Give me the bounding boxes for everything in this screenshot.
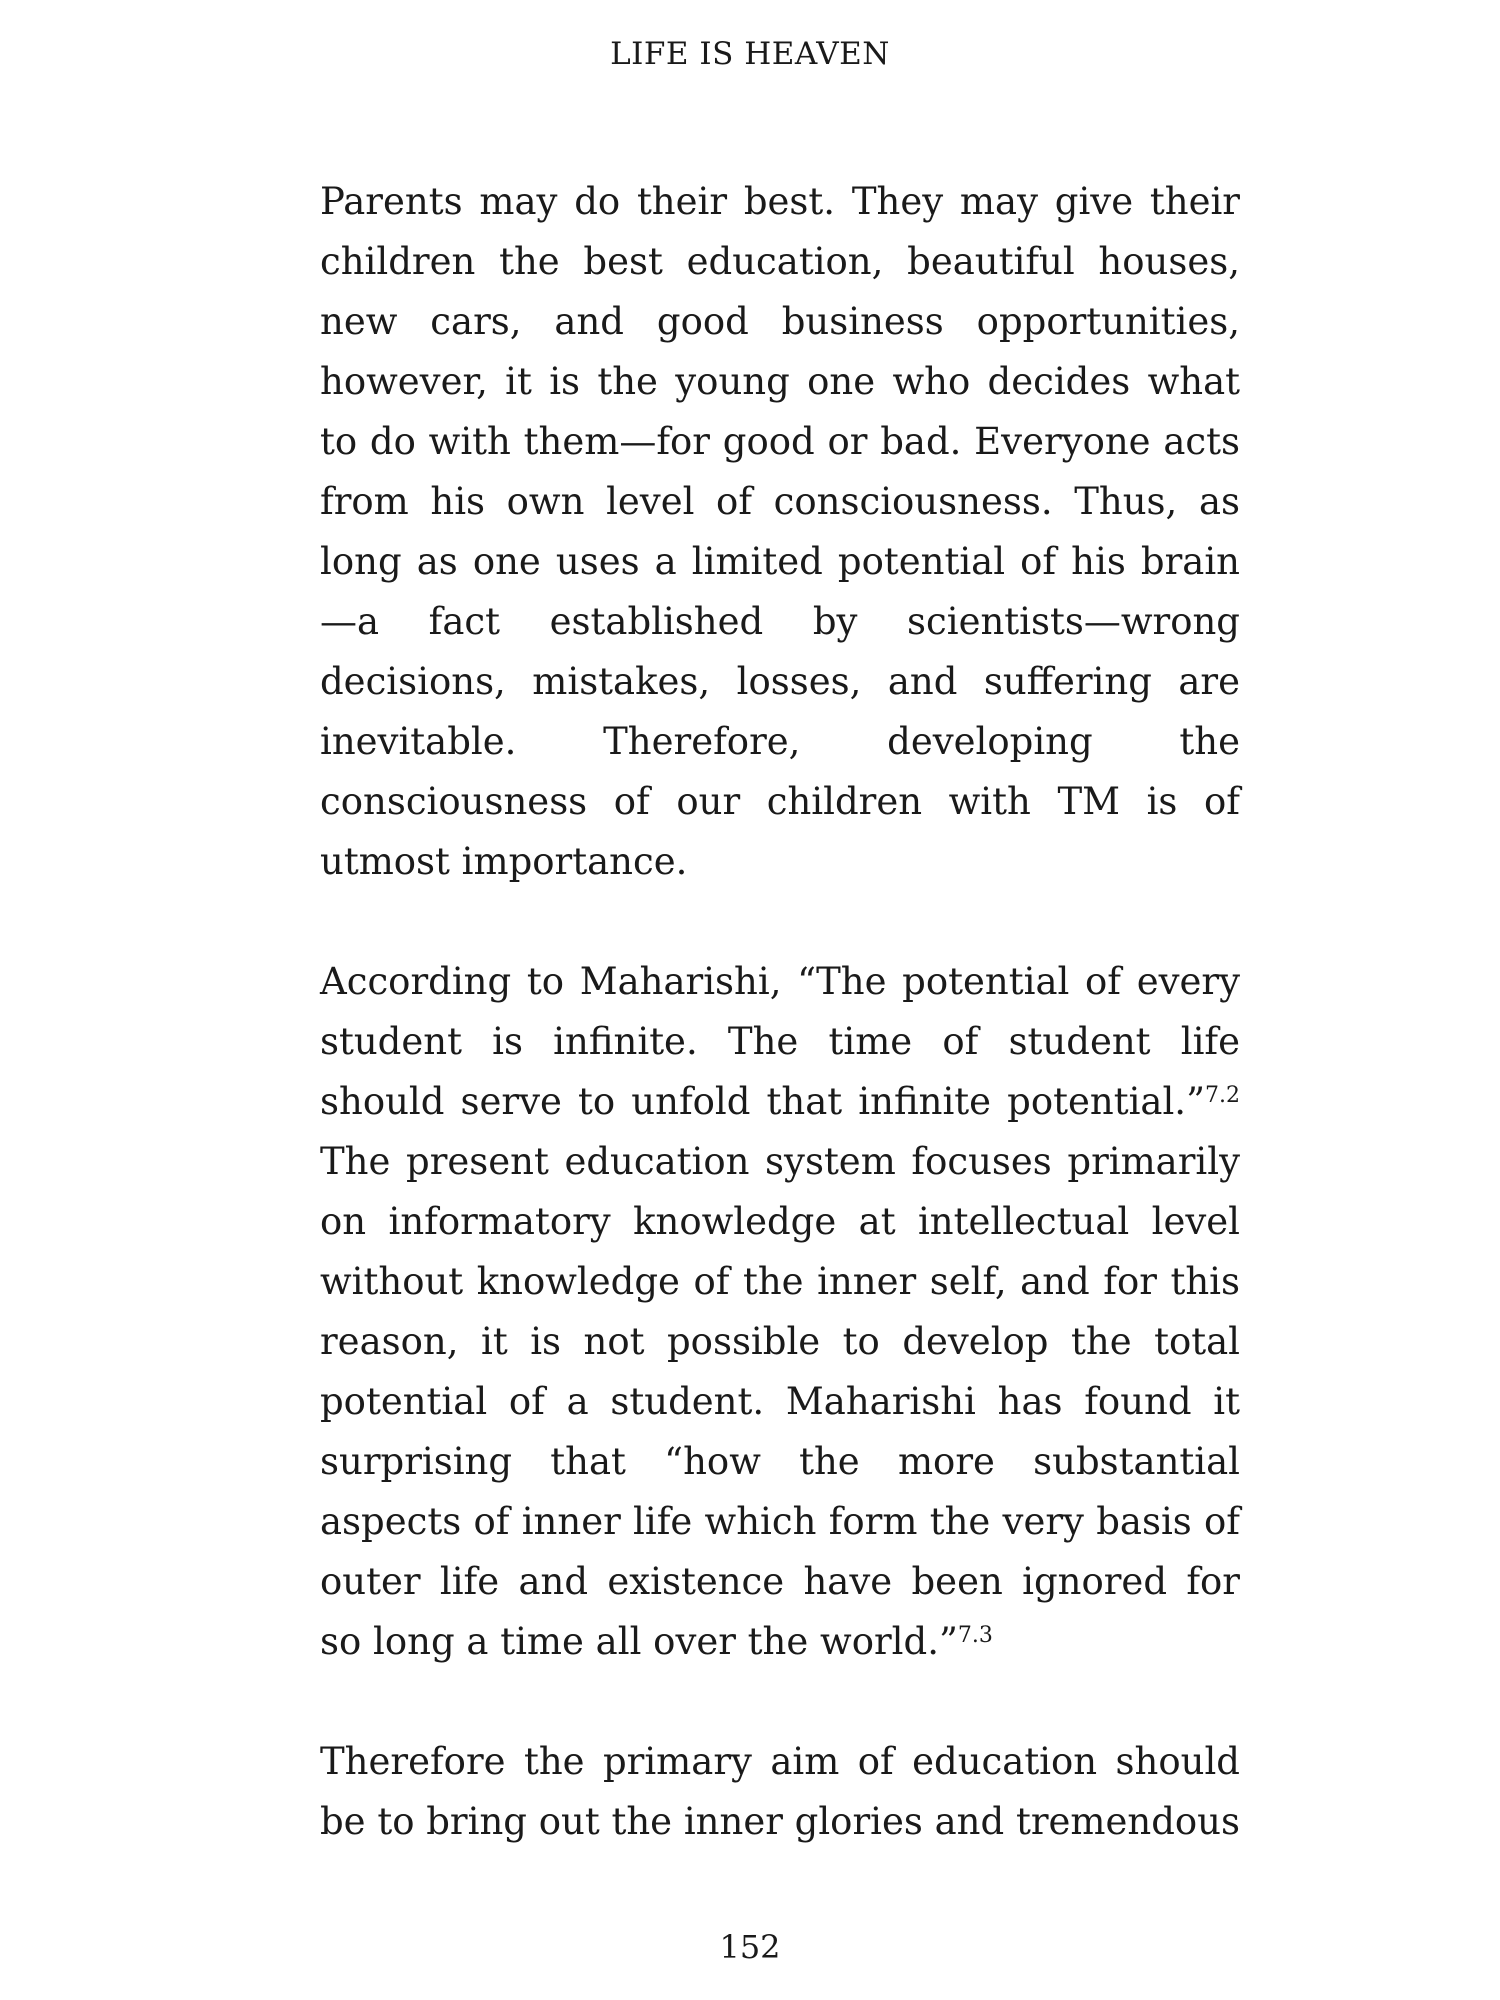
paragraph-maharishi xyxy=(320,952,1240,1672)
page-number: 152 xyxy=(719,1928,781,1966)
paragraph-maharishi-part-1: According to Maharishi, “The potential of every student is infinite. The time of student life should serve to unfold that infinite potential.” xyxy=(320,960,1240,1123)
running-head: LIFE IS HEAVEN xyxy=(610,36,890,72)
footnote-ref-7-3: 7.3 xyxy=(957,1623,993,1648)
paragraph-maharishi-part-2: The present education system focuses primarily on informatory knowledge at intellectual level without knowledge of the inner self, and for this reason, it is not possible to develop the total potential of a student. Maharishi has found it surprising that “how the more substantial aspects of inner life which form the very basis of outer life and existence have been ignored for so long a time all over the world.” xyxy=(320,1140,1240,1663)
footnote-ref-7-2: 7.2 xyxy=(1205,1083,1240,1108)
body-text xyxy=(320,172,1240,1852)
paragraph-therefore: Therefore the primary aim of education should be to bring out the inner glories and tremendous xyxy=(320,1740,1240,1843)
paragraph-parents: Parents may do their best. They may give their children the best education, beautiful houses, new cars, and good business opportunities, however, it is the young one who decides what to do with them—for good or bad. Everyone acts from his own level of consciousness. Thus, as long as one uses a limited potential of his brain —a fact established by scientists—wrong decisions, mistakes, losses, and suffering are inevitable. Therefore, developing the consciousness of our children with TM is of utmost importance. xyxy=(320,180,1240,883)
